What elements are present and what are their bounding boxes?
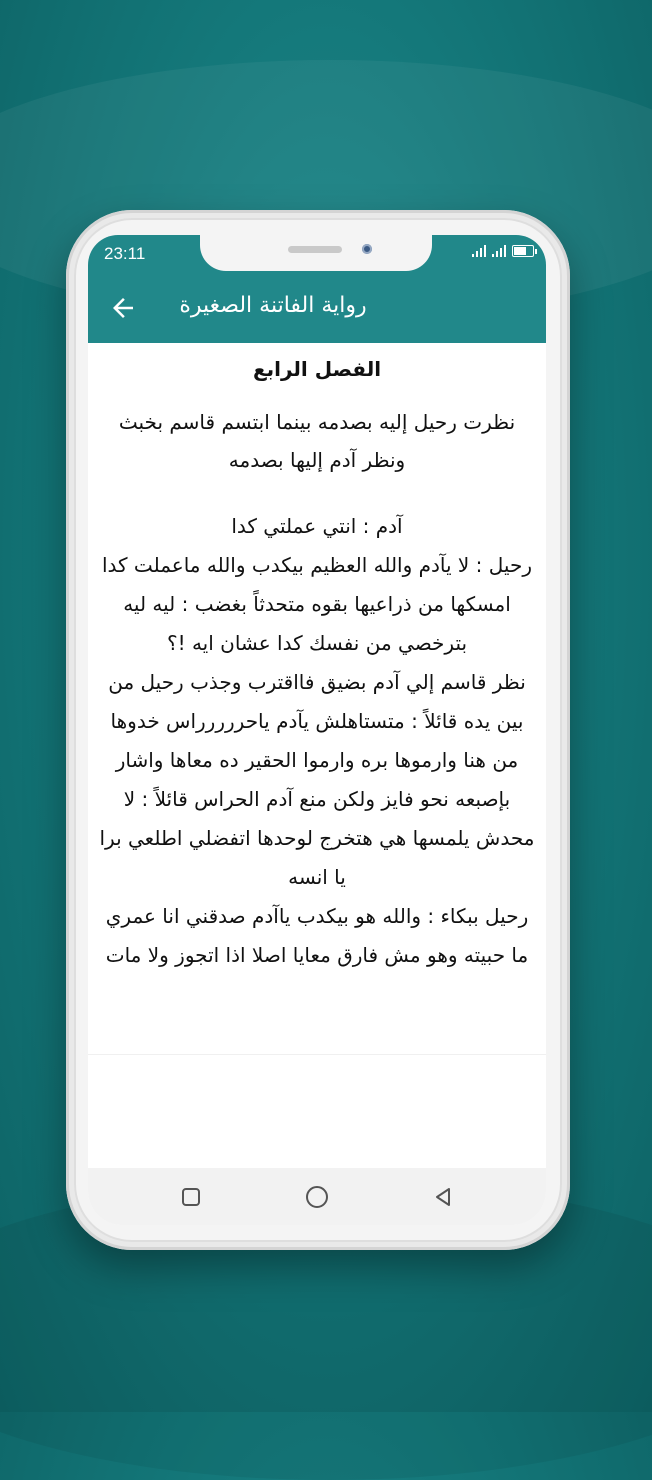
paragraph: نظرت رحيل إليه بصدمه بينما ابتسم قاسم بخبث ونظر آدم إليها بصدمه bbox=[118, 410, 516, 472]
system-nav-bar bbox=[88, 1168, 546, 1225]
battery-icon bbox=[512, 245, 534, 257]
triangle-back-icon bbox=[432, 1186, 454, 1208]
camera-icon bbox=[362, 244, 372, 254]
empty-area bbox=[88, 1054, 546, 1169]
notch bbox=[200, 235, 432, 271]
square-icon bbox=[180, 1186, 202, 1208]
arrow-left-icon bbox=[108, 293, 138, 323]
chapter-title: الفصل الرابع bbox=[252, 357, 382, 381]
signal-icon bbox=[492, 245, 506, 257]
speaker bbox=[288, 246, 342, 253]
system-back-button[interactable] bbox=[428, 1182, 458, 1212]
chapter-content[interactable] bbox=[88, 343, 546, 1054]
app-bar bbox=[88, 235, 546, 343]
signal-icon bbox=[472, 245, 486, 257]
circle-icon bbox=[304, 1184, 330, 1210]
status-time: 23:11 bbox=[104, 244, 146, 263]
recents-button[interactable] bbox=[176, 1182, 206, 1212]
app-title: رواية الفاتنة الصغيرة bbox=[179, 293, 367, 318]
back-button[interactable] bbox=[108, 293, 138, 323]
status-icons bbox=[472, 245, 534, 257]
home-button[interactable] bbox=[302, 1182, 332, 1212]
paragraph: آدم : انتي عملتي كدا رحيل : لا يآدم والله العظيم بيكدب والله ماعملت كدا امسكها من ذراعيها بقوه متحدثاً بغضب : ليه ليه بترخصي من نفسك كدا عشان ايه !؟ نظر قاسم إلي آدم بضيق فااقترب وجذب رحيل من بين يده قائلاً : متستاهلش يآدم ياحررررراس خدوها من هنا وارموها بره وارموا الحقير ده معاها واشار بإصبعه نحو فايز ولكن منع آدم الحراس قائلاً : لا محدش يلمسها هي هتخرج لوحدها اتفضلي اطلعي برا يا انسه رحيل ببكاء : والله هو بيكدب ياآدم صدقني انا عمري ما حبيته وهو مش فارق معايا اصلا اذا اتجوز ولا مات bbox=[99, 514, 535, 967]
phone-screen bbox=[88, 235, 546, 1225]
